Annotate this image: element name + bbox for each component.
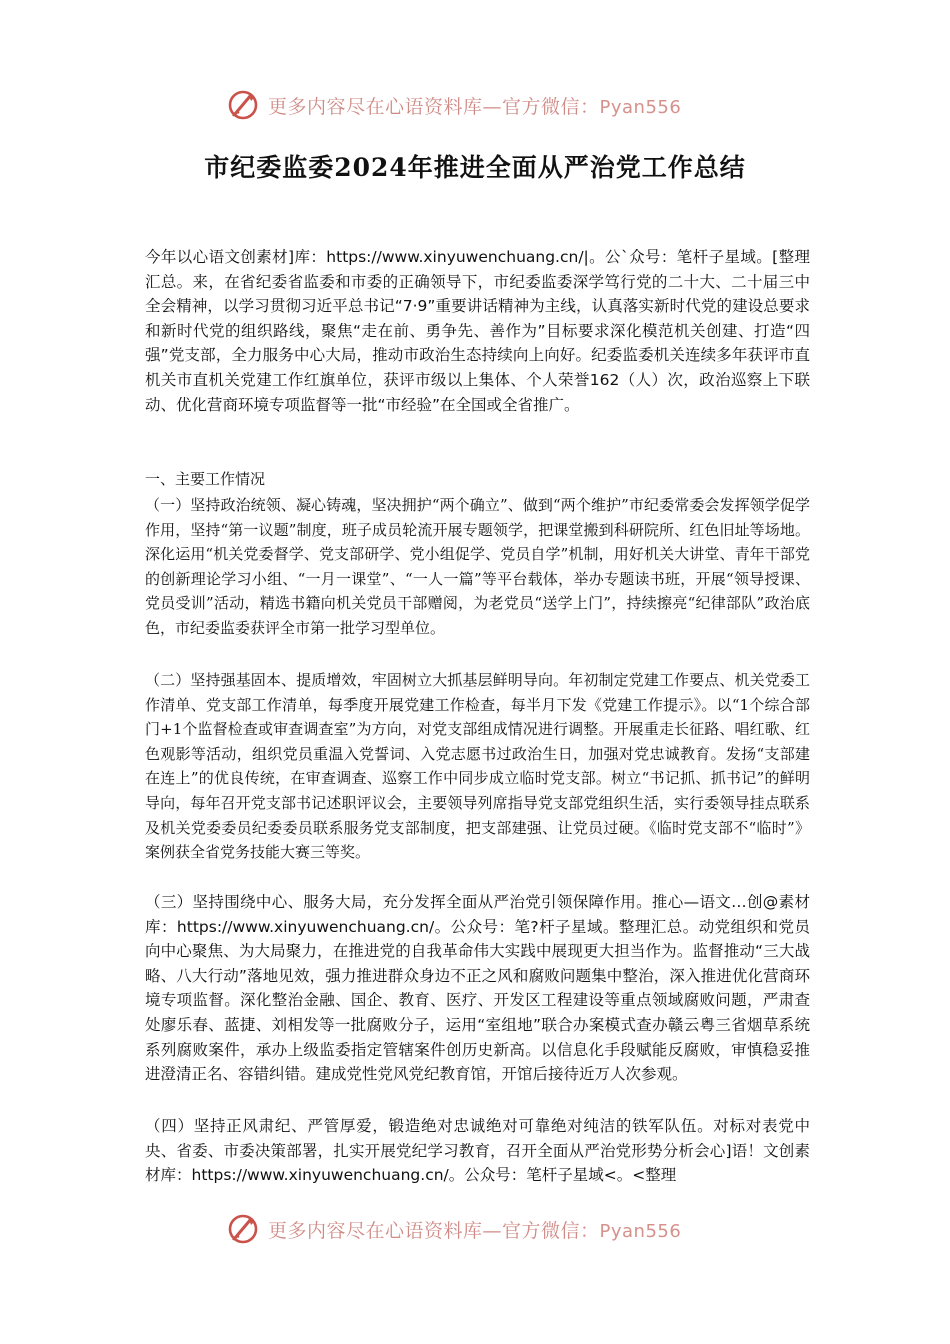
paragraph-1: （一）坚持政治统领、凝心铸魂，坚决拥护“两个确立”、做到“两个维护”市纪委常委会发挥领学促学作用，坚持“第一议题”制度，班子成员轮流开展专题领学，把课堂搬到科研院所、红色旧址等场地。深化运用“机关党委督学、党支部研学、党小组促学、党员自学”机制，用好机关大讲堂、青年干部党的创新理论学习小组、“一月一课堂”、“一人一篇”等平台载体，举办专题读书班，开展“领导授课、党员受训”活动，精选书籍向机关党员干部赠阅，为老党员“送学上门”，持续擦亮“纪律部队”政治底色，市纪委监委获评全市第一批学习型单位。 [145, 496, 810, 637]
watermark-banner-top [226, 84, 681, 126]
pen-logo-icon [226, 87, 262, 123]
wechat-handle: Pyan556 [599, 1220, 682, 1242]
wechat-handle: Pyan556 [599, 96, 682, 118]
watermark-banner-bottom [226, 1208, 681, 1250]
watermark-text: 更多内容尽在心语资料库—官方微信：Pyan556 [268, 95, 682, 118]
pen-logo-icon [226, 1211, 262, 1247]
watermark-text: 更多内容尽在心语资料库—官方微信：Pyan556 [268, 1219, 682, 1242]
paragraph-4: （四）坚持正风肃纪、严管厚爱，锻造绝对忠诚绝对可靠绝对纯洁的铁军队伍。对标对表党中央、省委、市委决策部署，扎实开展党纪学习教育，召开全面从严治党形势分析会心]语！文创素材库：https://www.xinyuwenchuang.cn/。公众号：笔杆子星域<。<整理 [145, 1117, 810, 1185]
section-heading: 一、主要工作情况 [145, 470, 266, 488]
document-title: 市纪委监委2024年推进全面从严治党工作总结 [204, 153, 746, 182]
paragraph-3: （三）坚持围绕中心、服务大局，充分发挥全面从严治党引领保障作用。推心—语文…创@素材库：https://www.xinyuwenchuang.cn/。公众号：笔?杆子星域。整理汇总。动党组织和党员向中心聚焦、为大局聚力，在推进党的自我革命伟大实践中展现更大担当作为。监督推动“三大战略、八大行动”落地见效，强力推进群众身边不正之风和腐败问题集中整治，深入推进优化营商环境专项监督。深化整治金融、国企、教育、医疗、开发区工程建设等重点领域腐败问题，严肃查处廖乐春、蓝捷、刘相发等一批腐败分子，运用“室组地”联合办案模式查办赣云粤三省烟草系统系列腐败案件，承办上级监委指定管辖案件创历史新高。以信息化手段赋能反腐败，审慎稳妥推进澄清正名、容错纠错。建成党性党风党纪教育馆，开馆后接待近万人次参观。 [145, 893, 810, 1084]
paragraph-2: （二）坚持强基固本、提质增效，牢固树立大抓基层鲜明导向。年初制定党建工作要点、机关党委工作清单、党支部工作清单，每季度开展党建工作检查，每半月下发《党建工作提示》。以“1个综合部门+1个监督检查或审查调查室”为方向，对党支部组成情况进行调整。开展重走长征路、唱红歌、红色观影等活动，组织党员重温入党誓词、入党志愿书过政治生日，加强对党忠诚教育。发扬“支部建在连上”的优良传统，在审查调查、巡察工作中同步成立临时党支部。树立“书记抓、抓书记”的鲜明导向，每年召开党支部书记述职评议会，主要领导列席指导党支部党组织生活，实行委领导挂点联系及机关党委委员纪委委员联系服务党支部制度，把支部建强、让党员过硬。《临时党支部不“临时”》案例获全省党务技能大赛三等奖。 [145, 671, 810, 862]
intro-paragraph: 今年以心语文创素材]库：https://www.xinyuwenchuang.cn/|。公`众号：笔杆子星域。[整理汇总。来，在省纪委省监委和市委的正确领导下，市纪委监委深学笃行党的二十大、二十届三中全会精神，以学习贯彻习近平总书记“7·9”重要讲话精神为主线，认真落实新时代党的建设总要求和新时代党的组织路线，聚焦“走在前、勇争先、善作为”目标要求深化模范机关创建、打造“四强”党支部，全力服务中心大局，推动市政治生态持续向上向好。纪委监委机关连续多年获评市直机关市直机关党建工作红旗单位，获评市级以上集体、个人荣誉162（人）次，政治巡察上下联动、优化营商环境专项监督等一批“市经验”在全国或全省推广。 [145, 248, 810, 414]
